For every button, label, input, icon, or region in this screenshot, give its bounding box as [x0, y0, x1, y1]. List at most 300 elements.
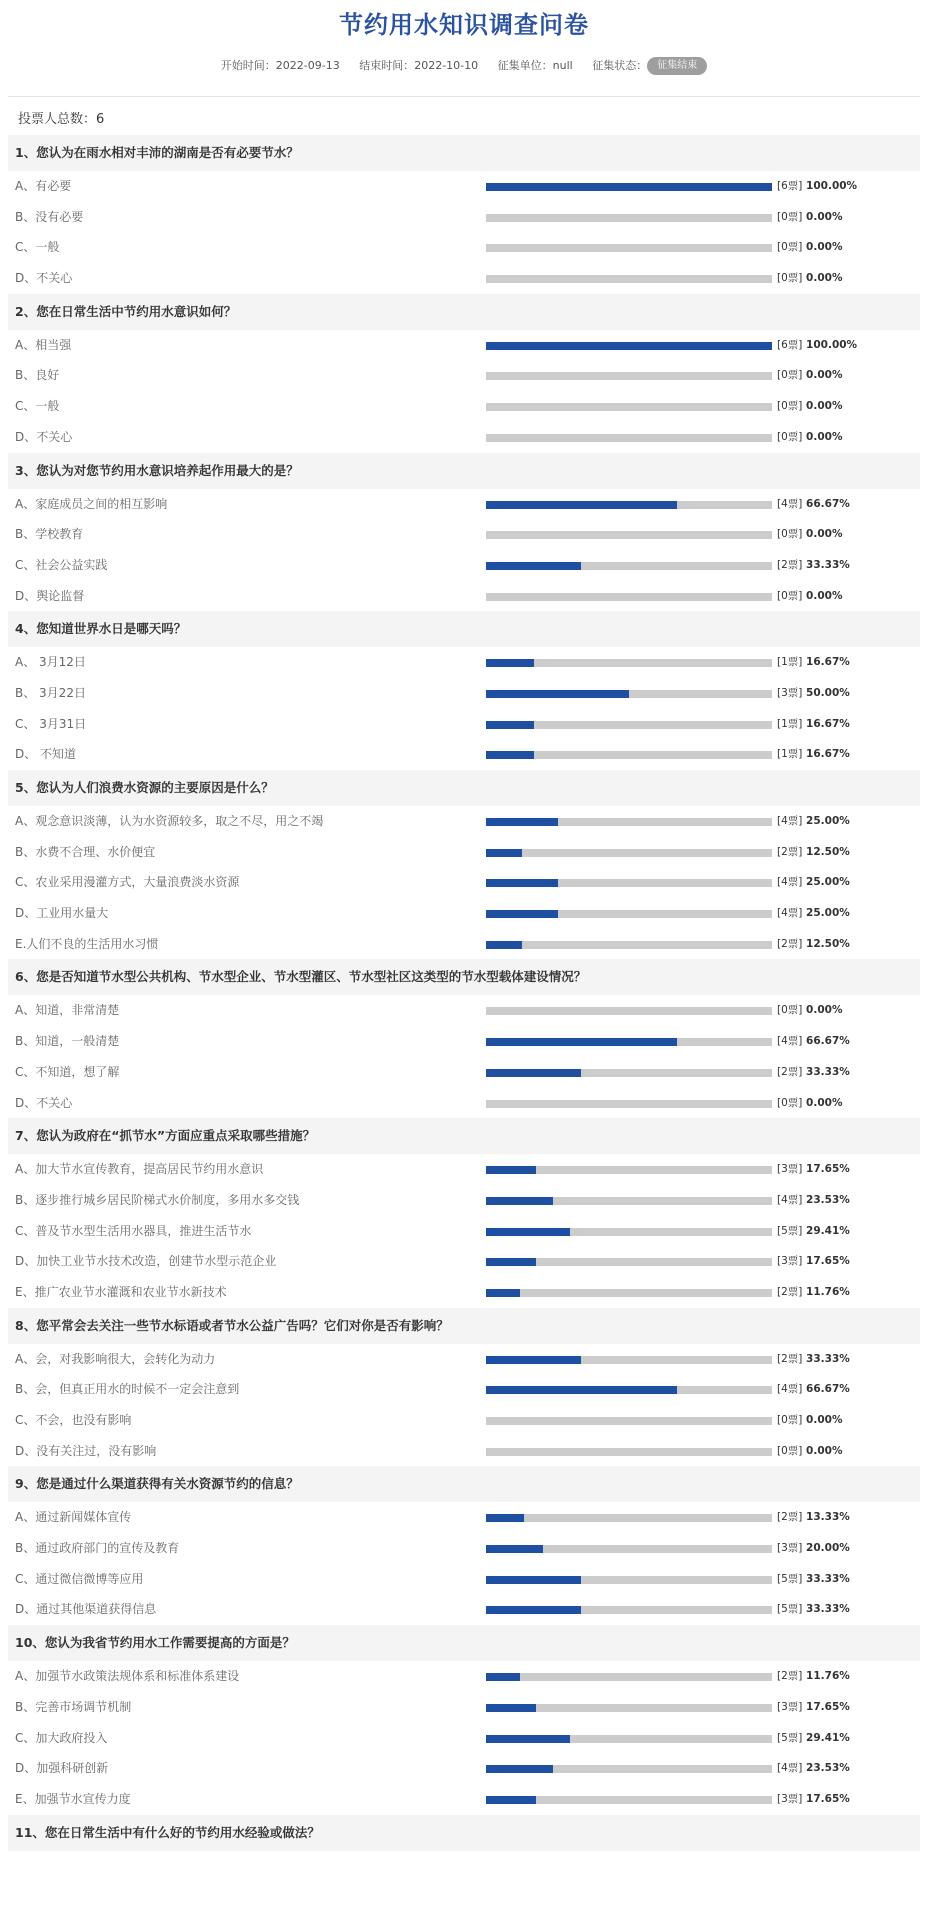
vote-percent: 17.65%	[806, 1163, 850, 1176]
vote-percent: 17.65%	[806, 1255, 850, 1268]
option-label: D、没有关注过，没有影响	[15, 1443, 157, 1458]
option-label: E、推广农业节水灌溉和农业节水新技术	[15, 1284, 227, 1299]
option-label: E.人们不良的生活用水习惯	[15, 936, 159, 951]
progress-track	[486, 751, 772, 759]
progress-track	[486, 1166, 772, 1174]
option-result	[777, 1088, 842, 1119]
question-title: 11、您在日常生活中有什么好的节约用水经验或做法？	[8, 1815, 920, 1851]
option-result	[777, 647, 850, 678]
vote-count: [2票]	[777, 1352, 803, 1365]
option-result	[777, 1594, 850, 1625]
vote-count: [0票]	[777, 1444, 803, 1457]
progress-track	[486, 1228, 772, 1236]
option-row	[8, 550, 920, 581]
progress-fill	[486, 751, 534, 759]
vote-count: [0票]	[777, 430, 803, 443]
option-label: A、观念意识淡薄，认为水资源较多，取之不尽，用之不竭	[15, 814, 324, 828]
vote-percent: 11.76%	[806, 1670, 850, 1683]
option-label: C、通过微信微博等应用	[15, 1571, 144, 1586]
vote-percent: 25.00%	[806, 907, 850, 920]
option-row	[8, 1185, 920, 1216]
vote-percent: 0.00%	[806, 1414, 843, 1426]
option-result	[777, 330, 857, 361]
vote-percent: 0.00%	[806, 1004, 843, 1017]
progress-track	[486, 1100, 772, 1108]
progress-track	[486, 879, 772, 887]
option-row	[8, 929, 920, 960]
start-time-label: 开始时间：	[220, 59, 276, 72]
option-result	[777, 581, 842, 612]
progress-fill	[486, 1166, 536, 1174]
vote-count: [4票]	[777, 1035, 803, 1048]
option-row	[8, 1216, 920, 1247]
question-title: 10、您认为我省节约用水工作需要提高的方面是？	[8, 1625, 920, 1661]
option-label: D、通过其他渠道获得信息	[15, 1602, 157, 1617]
voter-total-label: 投票人总数：	[18, 112, 97, 127]
option-result	[777, 806, 850, 837]
option-result	[777, 1246, 850, 1277]
option-row	[8, 995, 920, 1026]
vote-count: [1票]	[777, 748, 803, 761]
vote-percent: 33.33%	[806, 558, 850, 571]
progress-track	[486, 1576, 772, 1584]
option-label: A、 3月12日	[15, 655, 86, 670]
progress-track	[486, 1289, 772, 1297]
option-result	[777, 995, 842, 1026]
option-result	[777, 709, 850, 740]
vote-count: [0票]	[777, 1004, 803, 1017]
progress-fill	[486, 659, 534, 667]
vote-count: [0票]	[777, 589, 803, 602]
progress-fill	[486, 849, 522, 857]
option-result	[777, 1533, 850, 1564]
progress-track	[486, 501, 772, 509]
option-result	[777, 519, 842, 550]
option-result	[777, 1692, 850, 1723]
vote-count: [5票]	[777, 1731, 803, 1744]
option-result	[777, 898, 850, 929]
option-label: B、完善市场调节机制	[15, 1699, 132, 1714]
progress-fill	[486, 1386, 677, 1394]
progress-track	[486, 531, 772, 539]
vote-count: [3票]	[777, 1792, 803, 1805]
end-time-label: 结束时间：	[359, 59, 415, 72]
question-title: 5、您认为人们浪费水资源的主要原因是什么？	[8, 770, 920, 806]
progress-fill	[486, 1545, 543, 1553]
question-section	[8, 770, 920, 959]
option-result	[777, 360, 842, 391]
progress-track	[486, 849, 772, 857]
vote-count: [2票]	[777, 1065, 803, 1078]
progress-fill	[486, 562, 581, 570]
progress-track	[486, 403, 772, 411]
option-label: A、家庭成员之间的相互影响	[15, 496, 168, 511]
vote-percent: 100.00%	[806, 180, 858, 192]
question-title: 8、您平常会去关注一些节水标语或者节水公益广告吗？它们对你是否有影响？	[8, 1308, 920, 1344]
progress-fill	[486, 1197, 553, 1205]
vote-percent: 33.33%	[806, 1572, 850, 1585]
option-label: B、没有必要	[15, 209, 84, 224]
option-row	[8, 739, 920, 770]
option-row	[8, 1723, 920, 1754]
option-result	[777, 1502, 850, 1533]
option-row	[8, 1344, 920, 1375]
progress-track	[486, 1417, 772, 1425]
option-row	[8, 330, 920, 361]
option-row	[8, 391, 920, 422]
progress-track	[486, 1038, 772, 1046]
option-row	[8, 867, 920, 898]
progress-fill	[486, 1673, 520, 1681]
question-section	[8, 453, 920, 612]
option-label: B、通过政府部门的宣传及教育	[15, 1541, 180, 1556]
option-label: B、水费不合理、水价便宜	[15, 844, 156, 859]
option-label: D、加强科研创新	[15, 1761, 109, 1776]
option-row	[8, 806, 920, 837]
question-section	[8, 611, 920, 770]
question-section	[8, 135, 920, 294]
option-result	[777, 1026, 850, 1057]
vote-count: [4票]	[777, 1193, 803, 1206]
progress-track	[486, 690, 772, 698]
progress-fill	[486, 1069, 581, 1077]
option-result	[777, 1564, 850, 1595]
vote-percent: 16.67%	[806, 717, 850, 730]
vote-percent: 0.00%	[806, 241, 843, 254]
progress-fill	[486, 721, 534, 729]
vote-percent: 11.76%	[806, 1285, 850, 1298]
option-result	[777, 1374, 850, 1405]
progress-fill	[486, 690, 629, 698]
option-result	[777, 1436, 842, 1467]
start-time	[221, 59, 340, 72]
option-label: C、不会，也没有影响	[15, 1413, 132, 1427]
option-label: C、加大政府投入	[15, 1730, 108, 1745]
progress-track	[486, 1673, 772, 1681]
progress-track	[486, 275, 772, 283]
option-row	[8, 489, 920, 520]
option-result	[777, 1057, 850, 1088]
option-label: A、相当强	[15, 337, 72, 352]
vote-percent: 17.65%	[806, 1792, 850, 1805]
option-row	[8, 647, 920, 678]
vote-count: [3票]	[777, 1542, 803, 1555]
option-row	[8, 1374, 920, 1405]
question-title: 9、您是通过什么渠道获得有关水资源节约的信息？	[8, 1466, 920, 1502]
vote-count: [4票]	[777, 815, 803, 827]
option-result	[777, 1661, 850, 1692]
option-row	[8, 1692, 920, 1723]
progress-track	[486, 372, 772, 380]
option-label: C、一般	[15, 399, 60, 414]
option-result	[777, 837, 850, 868]
status-badge: 征集结束	[647, 57, 707, 75]
option-label: B、学校教育	[15, 527, 84, 542]
option-result	[777, 1277, 850, 1308]
option-row	[8, 709, 920, 740]
vote-percent: 0.00%	[806, 272, 843, 285]
option-result	[777, 550, 850, 581]
vote-percent: 0.00%	[806, 589, 843, 602]
option-label: D、工业用水量大	[15, 906, 109, 921]
progress-fill	[486, 1356, 581, 1364]
collecting-unit	[498, 59, 573, 72]
option-label: A、加大节水宣传教育，提高居民节约用水意识	[15, 1162, 264, 1177]
option-result	[777, 263, 842, 294]
option-result	[777, 391, 842, 422]
vote-count: [6票]	[777, 338, 803, 351]
option-label: C、不知道，想了解	[15, 1064, 120, 1079]
option-label: B、知道，一般清楚	[15, 1034, 120, 1049]
survey-meta	[8, 56, 920, 76]
start-time-value: 2022-09-13	[275, 59, 340, 72]
option-label: A、通过新闻媒体宣传	[15, 1510, 132, 1525]
vote-count: [0票]	[777, 1096, 803, 1109]
option-row	[8, 263, 920, 294]
progress-fill	[486, 501, 677, 509]
vote-percent: 33.33%	[806, 1352, 850, 1365]
option-row	[8, 422, 920, 453]
vote-count: [0票]	[777, 1414, 803, 1426]
option-row	[8, 1026, 920, 1057]
vote-percent: 0.00%	[806, 210, 843, 223]
vote-count: [2票]	[777, 1511, 803, 1524]
option-result	[777, 1753, 850, 1784]
question-section	[8, 1308, 920, 1467]
progress-track	[486, 1704, 772, 1712]
option-label: E、加强节水宣传力度	[15, 1791, 131, 1806]
question-section	[8, 1118, 920, 1307]
vote-count: [0票]	[777, 528, 803, 541]
vote-percent: 100.00%	[806, 338, 858, 351]
vote-percent: 29.41%	[806, 1224, 850, 1237]
page-title: 节约用水知识调查问卷	[339, 11, 589, 39]
progress-track	[486, 1606, 772, 1614]
progress-track	[486, 1386, 772, 1394]
option-label: D、不关心	[15, 429, 73, 444]
option-label: C、普及节水型生活用水器具，推进生活节水	[15, 1223, 252, 1238]
vote-percent: 0.00%	[806, 1096, 843, 1109]
vote-count: [4票]	[777, 497, 803, 510]
progress-track	[486, 434, 772, 442]
option-row	[8, 1057, 920, 1088]
progress-track	[486, 1007, 772, 1015]
end-time	[359, 59, 478, 72]
option-result	[777, 1405, 842, 1436]
progress-track	[486, 1765, 772, 1773]
progress-fill	[486, 1038, 677, 1046]
vote-count: [0票]	[777, 210, 803, 223]
option-row	[8, 1502, 920, 1533]
vote-count: [0票]	[777, 241, 803, 254]
collecting-unit-label: 征集单位：	[497, 59, 553, 72]
option-result	[777, 739, 850, 770]
option-row	[8, 1277, 920, 1308]
question-title: 7、您认为政府在“抓节水”方面应重点采取哪些措施？	[8, 1118, 920, 1154]
option-result	[777, 929, 850, 960]
voter-total	[18, 105, 910, 135]
progress-fill	[486, 910, 558, 918]
option-row	[8, 360, 920, 391]
option-result	[777, 867, 850, 898]
option-row	[8, 1661, 920, 1692]
option-result	[777, 1185, 850, 1216]
progress-track	[486, 1545, 772, 1553]
vote-count: [5票]	[777, 1572, 803, 1585]
question-title: 3、您认为对您节约用水意识培养起作用最大的是？	[8, 453, 920, 489]
progress-fill	[486, 879, 558, 887]
option-result	[777, 1344, 850, 1375]
option-result	[777, 678, 850, 709]
question-list	[0, 135, 928, 1851]
option-result	[777, 171, 857, 202]
vote-count: [0票]	[777, 369, 803, 382]
vote-count: [2票]	[777, 558, 803, 571]
option-row	[8, 519, 920, 550]
progress-fill	[486, 183, 772, 191]
option-label: A、加强节水政策法规体系和标准体系建设	[15, 1669, 240, 1684]
vote-count: [3票]	[777, 1255, 803, 1268]
option-result	[777, 1154, 850, 1185]
vote-percent: 33.33%	[806, 1603, 850, 1616]
vote-percent: 33.33%	[806, 1065, 850, 1078]
progress-fill	[486, 1289, 520, 1297]
progress-track	[486, 1796, 772, 1804]
question-section	[8, 1466, 920, 1625]
option-row	[8, 1154, 920, 1185]
option-label: B、 3月22日	[15, 685, 86, 700]
vote-percent: 20.00%	[806, 1542, 850, 1555]
vote-percent: 29.41%	[806, 1731, 850, 1744]
vote-percent: 50.00%	[806, 686, 850, 699]
option-row	[8, 1594, 920, 1625]
option-label: A、会，对我影响很大，会转化为动力	[15, 1351, 216, 1366]
option-label: B、逐步推行城乡居民阶梯式水价制度，多用水多交钱	[15, 1192, 300, 1207]
option-row	[8, 171, 920, 202]
progress-track	[486, 214, 772, 222]
vote-count: [3票]	[777, 1163, 803, 1176]
progress-track	[486, 593, 772, 601]
vote-count: [0票]	[777, 272, 803, 285]
vote-count: [2票]	[777, 1285, 803, 1298]
vote-percent: 0.00%	[806, 369, 843, 382]
progress-fill	[486, 818, 558, 826]
progress-track	[486, 562, 772, 570]
option-row	[8, 1246, 920, 1277]
progress-fill	[486, 1258, 536, 1266]
vote-count: [5票]	[777, 1603, 803, 1616]
option-row	[8, 1784, 920, 1815]
vote-count: [1票]	[777, 656, 803, 669]
progress-track	[486, 1258, 772, 1266]
vote-percent: 12.50%	[806, 937, 850, 950]
vote-percent: 66.67%	[806, 1383, 850, 1396]
collecting-unit-value: null	[552, 59, 573, 72]
option-row	[8, 678, 920, 709]
progress-track	[486, 183, 772, 191]
option-label: A、知道，非常清楚	[15, 1003, 120, 1018]
option-row	[8, 837, 920, 868]
vote-count: [2票]	[777, 937, 803, 950]
vote-percent: 13.33%	[806, 1511, 850, 1524]
option-row	[8, 1436, 920, 1467]
option-label: C、农业采用漫灌方式，大量浪费淡水资源	[15, 875, 240, 890]
progress-fill	[486, 1704, 536, 1712]
vote-percent: 25.00%	[806, 815, 850, 827]
progress-fill	[486, 941, 522, 949]
progress-track	[486, 244, 772, 252]
option-label: D、加快工业节水技术改造，创建节水型示范企业	[15, 1254, 277, 1269]
option-row	[8, 232, 920, 263]
option-label: A、有必要	[15, 179, 72, 193]
vote-percent: 66.67%	[806, 497, 850, 510]
progress-track	[486, 721, 772, 729]
progress-track	[486, 1356, 772, 1364]
vote-percent: 0.00%	[806, 528, 843, 541]
progress-track	[486, 1514, 772, 1522]
option-row	[8, 1088, 920, 1119]
progress-track	[486, 1735, 772, 1743]
vote-percent: 23.53%	[806, 1193, 850, 1206]
option-result	[777, 489, 850, 520]
option-row	[8, 581, 920, 612]
vote-count: [2票]	[777, 845, 803, 858]
progress-track	[486, 1197, 772, 1205]
vote-percent: 16.67%	[806, 748, 850, 761]
option-result	[777, 422, 842, 453]
vote-count: [5票]	[777, 1224, 803, 1237]
vote-count: [0票]	[777, 400, 803, 413]
progress-track	[486, 941, 772, 949]
option-label: D、 不知道	[15, 747, 77, 762]
vote-count: [6票]	[777, 180, 803, 192]
page-header	[8, 0, 920, 97]
option-label: D、不关心	[15, 1095, 73, 1110]
progress-track	[486, 1448, 772, 1456]
progress-fill	[486, 1765, 553, 1773]
question-title: 1、您认为在雨水相对丰沛的湖南是否有必要节水？	[8, 135, 920, 171]
option-result	[777, 1784, 850, 1815]
option-result	[777, 202, 842, 233]
question-title: 2、您在日常生活中节约用水意识如何？	[8, 294, 920, 330]
option-label: D、舆论监督	[15, 588, 85, 603]
question-section	[8, 1815, 920, 1851]
option-label: C、 3月31日	[15, 716, 87, 731]
vote-count: [1票]	[777, 717, 803, 730]
question-section	[8, 294, 920, 453]
voter-total-count: 6	[96, 112, 105, 127]
vote-count: [3票]	[777, 1700, 803, 1713]
vote-count: [4票]	[777, 1383, 803, 1396]
collecting-status-label: 征集状态：	[592, 59, 648, 72]
question-title: 6、您是否知道节水型公共机构、节水型企业、节水型灌区、节水型社区这类型的节水型载体建设情况？	[8, 959, 920, 995]
option-result	[777, 1723, 850, 1754]
progress-fill	[486, 1514, 524, 1522]
vote-percent: 25.00%	[806, 876, 850, 889]
vote-count: [3票]	[777, 686, 803, 699]
vote-percent: 16.67%	[806, 656, 850, 669]
progress-fill	[486, 1735, 570, 1743]
question-section	[8, 1625, 920, 1814]
question-title: 4、您知道世界水日是哪天吗？	[8, 611, 920, 647]
option-row	[8, 202, 920, 233]
progress-track	[486, 818, 772, 826]
progress-track	[486, 910, 772, 918]
vote-percent: 0.00%	[806, 400, 843, 413]
vote-count: [4票]	[777, 876, 803, 889]
question-section	[8, 959, 920, 1118]
vote-count: [4票]	[777, 907, 803, 920]
